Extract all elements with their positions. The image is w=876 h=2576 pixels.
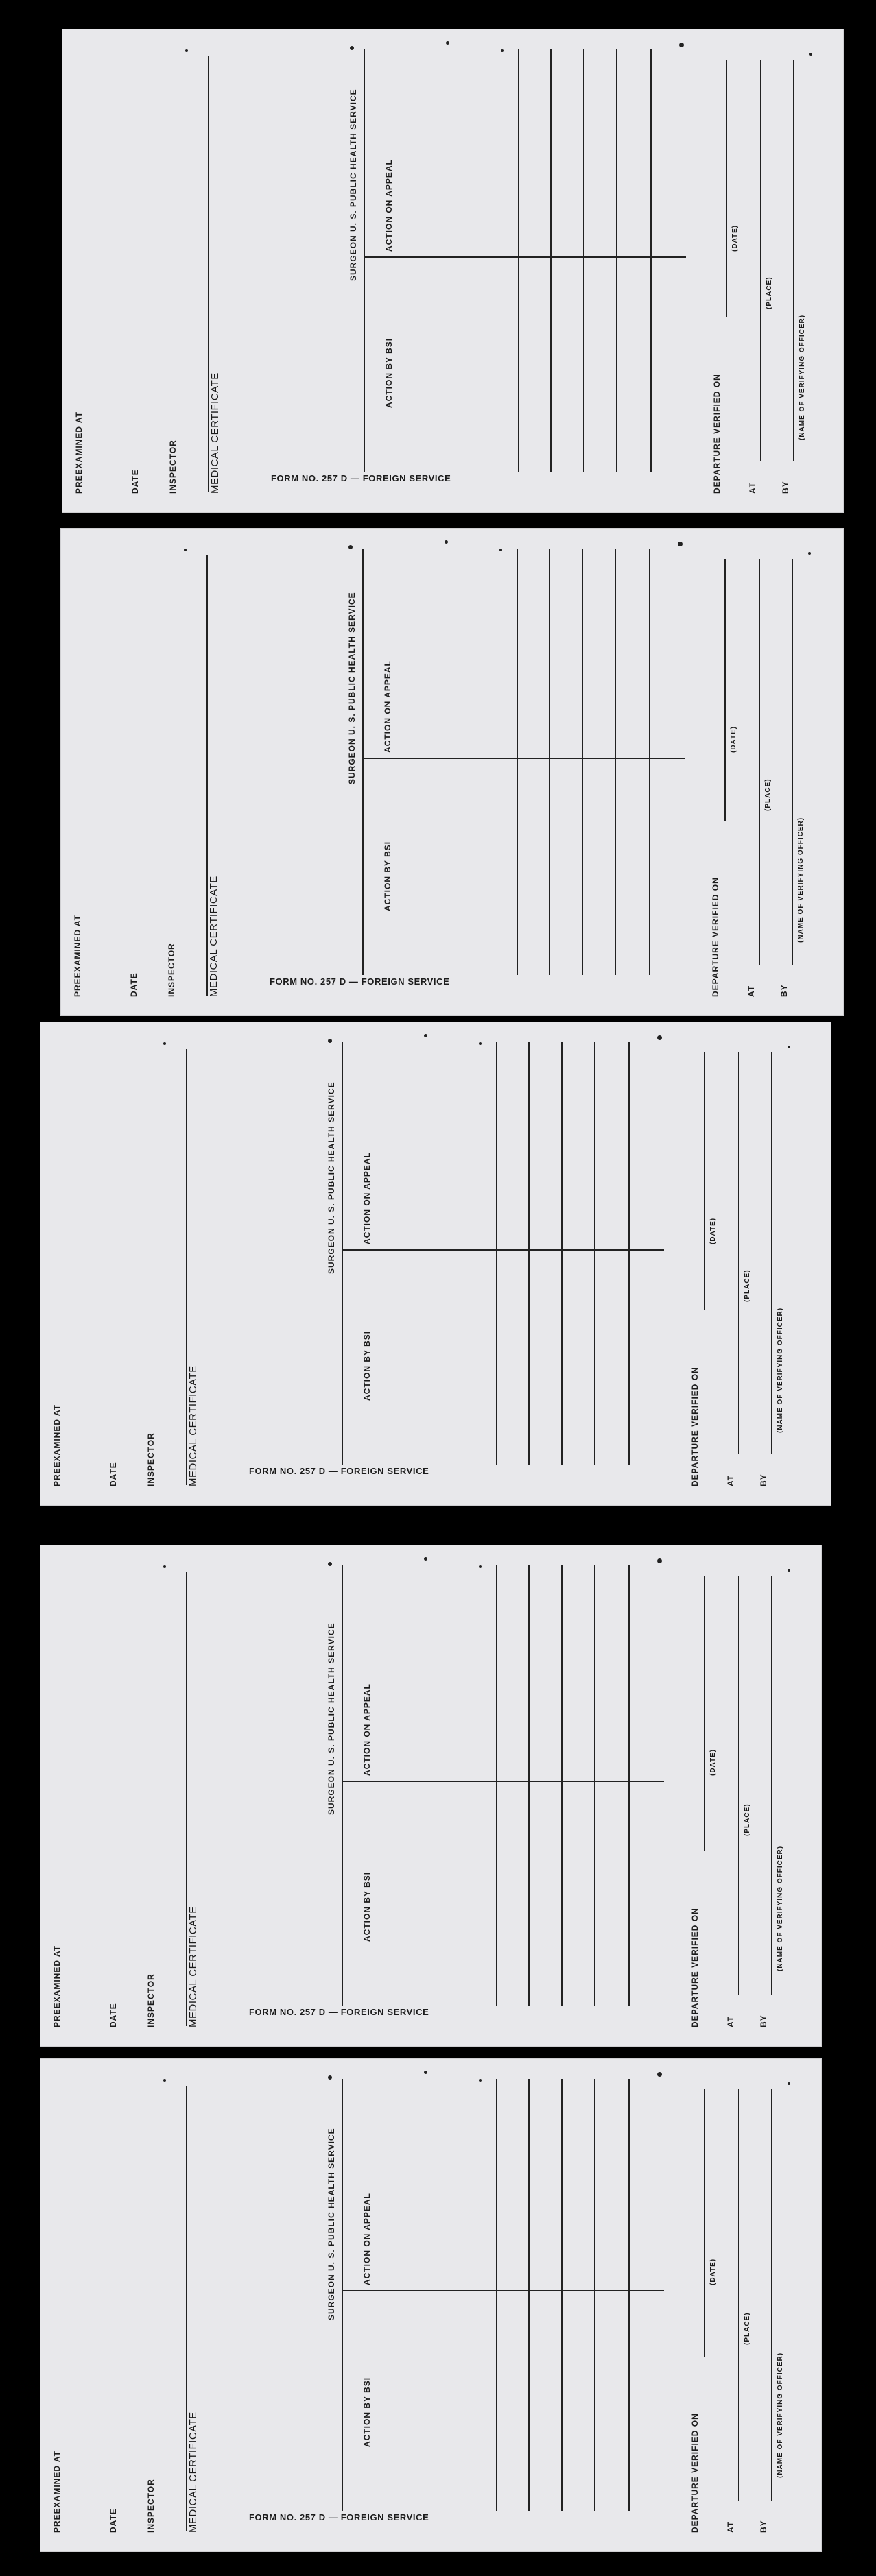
surgeon-rule [342, 1042, 343, 1465]
departure-rule [704, 1576, 705, 1851]
inspector-label: INSPECTOR [167, 943, 176, 997]
action-on-appeal-label: ACTION ON APPEAL [362, 1683, 372, 1776]
ink-speck [479, 1042, 482, 1045]
ink-speck [657, 2072, 662, 2077]
departure-verified-label: DEPARTURE VERIFIED ON [711, 877, 720, 997]
column-rule-5 [628, 1565, 630, 2006]
column-rule-5 [650, 49, 652, 472]
ink-speck [501, 49, 504, 52]
ink-speck [445, 540, 448, 544]
at-rule [738, 1576, 739, 1995]
ink-speck [185, 49, 188, 52]
ink-speck [328, 2075, 332, 2080]
column-rule-5 [628, 2079, 630, 2511]
ink-speck [446, 41, 449, 45]
column-rule-3 [561, 1565, 563, 2006]
column-rule-4 [616, 49, 617, 472]
inspector-label: INSPECTOR [168, 440, 178, 494]
date-caption: (DATE) [730, 725, 737, 753]
place-caption: (PLACE) [744, 1269, 751, 1302]
form-number: FORM NO. 257 D — FOREIGN SERVICE [249, 2007, 429, 2017]
departure-rule [704, 2089, 705, 2357]
medical-certificate-rule [186, 2086, 187, 2531]
column-rule-3 [583, 49, 584, 472]
action-by-bsi-label: ACTION BY BSI [383, 841, 392, 911]
by-label: BY [779, 984, 789, 997]
column-rule-4 [594, 1042, 595, 1465]
medical-certificate-label: MEDICAL CERTIFICATE [208, 876, 220, 997]
action-on-appeal-label: ACTION ON APPEAL [362, 2193, 372, 2285]
ink-speck [657, 1035, 662, 1040]
date-caption: (DATE) [709, 1217, 717, 1244]
form-card [62, 29, 844, 513]
ink-speck [788, 1569, 790, 1572]
ink-speck [808, 552, 811, 555]
action-by-bsi-label: ACTION BY BSI [362, 1330, 372, 1401]
place-caption: (PLACE) [764, 778, 772, 811]
preexamined-at-label: PREEXAMINED AT [74, 411, 84, 494]
column-rule-4 [594, 1565, 595, 2006]
action-on-appeal-label: ACTION ON APPEAL [362, 1152, 372, 1244]
at-rule [738, 1052, 739, 1454]
preexamined-at-label: PREEXAMINED AT [73, 914, 82, 997]
ink-speck [679, 43, 684, 47]
action-by-bsi-label: ACTION BY BSI [362, 2376, 372, 2447]
column-rule-1 [517, 549, 518, 975]
place-caption: (PLACE) [766, 276, 773, 309]
departure-rule [704, 1052, 705, 1310]
column-rule-4 [594, 2079, 595, 2511]
column-rule-5 [649, 549, 650, 975]
date-label: DATE [108, 1462, 118, 1486]
by-label: BY [759, 2014, 768, 2027]
column-rule-2 [528, 1565, 530, 2006]
surgeon-label: SURGEON U. S. PUBLIC HEALTH SERVICE [327, 2128, 336, 2320]
ink-speck [328, 1039, 332, 1043]
form-card [60, 528, 844, 1016]
departure-verified-label: DEPARTURE VERIFIED ON [712, 374, 722, 494]
preexamined-at-label: PREEXAMINED AT [52, 2450, 62, 2533]
surgeon-label: SURGEON U. S. PUBLIC HEALTH SERVICE [327, 1622, 336, 1815]
form-card [40, 2058, 822, 2552]
inspector-label: INSPECTOR [146, 1973, 156, 2027]
column-rule-4 [615, 549, 616, 975]
action-divider [342, 1249, 664, 1251]
form-number: FORM NO. 257 D — FOREIGN SERVICE [271, 473, 451, 483]
ink-speck [788, 1046, 790, 1048]
ink-speck [479, 2079, 482, 2082]
column-rule-5 [628, 1042, 630, 1465]
ink-speck [657, 1558, 662, 1563]
verifying-officer-caption: (NAME OF VERIFYING OFFICER) [798, 314, 806, 440]
action-divider [364, 256, 686, 258]
surgeon-rule [342, 1565, 343, 2006]
date-label: DATE [108, 2508, 118, 2533]
by-rule [771, 2089, 772, 2501]
departure-rule [724, 559, 726, 821]
ink-speck [788, 2082, 790, 2085]
verifying-officer-caption: (NAME OF VERIFYING OFFICER) [777, 1845, 784, 1971]
verifying-officer-caption: (NAME OF VERIFYING OFFICER) [777, 2352, 784, 2478]
medical-certificate-label: MEDICAL CERTIFICATE [187, 1365, 199, 1486]
column-rule-2 [550, 49, 552, 472]
ink-speck [424, 2071, 427, 2074]
column-rule-1 [496, 1042, 497, 1465]
medical-certificate-label: MEDICAL CERTIFICATE [187, 2411, 199, 2533]
action-on-appeal-label: ACTION ON APPEAL [384, 159, 394, 252]
by-rule [792, 559, 793, 965]
column-rule-3 [561, 1042, 563, 1465]
medical-certificate-rule [186, 1049, 187, 1485]
action-divider [342, 1781, 664, 1782]
form-number: FORM NO. 257 D — FOREIGN SERVICE [249, 1466, 429, 1476]
ink-speck [348, 545, 353, 549]
surgeon-label: SURGEON U. S. PUBLIC HEALTH SERVICE [347, 592, 357, 784]
column-rule-1 [496, 2079, 497, 2511]
at-label: AT [746, 985, 756, 997]
date-label: DATE [130, 469, 140, 494]
surgeon-label: SURGEON U. S. PUBLIC HEALTH SERVICE [348, 88, 358, 281]
column-rule-3 [561, 2079, 563, 2511]
column-rule-2 [549, 549, 550, 975]
date-caption: (DATE) [709, 2258, 717, 2285]
at-rule [759, 559, 760, 965]
by-rule [793, 60, 794, 461]
at-label: AT [726, 1474, 735, 1486]
date-label: DATE [108, 2003, 118, 2027]
column-rule-1 [518, 49, 519, 472]
by-rule [771, 1052, 772, 1454]
action-divider [342, 2290, 664, 2291]
medical-certificate-label: MEDICAL CERTIFICATE [187, 1906, 199, 2027]
preexamined-at-label: PREEXAMINED AT [52, 1945, 62, 2027]
medical-certificate-rule [208, 56, 209, 492]
ink-speck [424, 1034, 427, 1037]
date-caption: (DATE) [709, 1748, 717, 1776]
action-divider [362, 758, 685, 759]
form-number: FORM NO. 257 D — FOREIGN SERVICE [270, 976, 450, 987]
action-by-bsi-label: ACTION BY BSI [384, 337, 394, 408]
form-card [40, 1022, 831, 1506]
surgeon-rule [362, 549, 364, 975]
column-rule-2 [528, 2079, 530, 2511]
departure-verified-label: DEPARTURE VERIFIED ON [690, 2413, 700, 2533]
column-rule-2 [528, 1042, 530, 1465]
ink-speck [163, 2079, 166, 2082]
ink-speck [479, 1565, 482, 1568]
action-on-appeal-label: ACTION ON APPEAL [383, 660, 392, 753]
surgeon-rule [364, 49, 365, 472]
at-label: AT [726, 2015, 735, 2027]
medical-certificate-rule [206, 555, 208, 996]
medical-certificate-rule [186, 1572, 187, 2026]
ink-speck [424, 1557, 427, 1561]
column-rule-1 [496, 1565, 497, 2006]
ink-speck [163, 1042, 166, 1045]
action-by-bsi-label: ACTION BY BSI [362, 1871, 372, 1942]
at-label: AT [748, 481, 757, 494]
verifying-officer-caption: (NAME OF VERIFYING OFFICER) [777, 1307, 784, 1433]
at-rule [738, 2089, 739, 2501]
at-rule [760, 60, 761, 461]
ink-speck [350, 46, 354, 50]
ink-speck [163, 1565, 166, 1568]
by-label: BY [781, 481, 790, 494]
departure-rule [726, 60, 727, 317]
at-label: AT [726, 2520, 735, 2533]
by-label: BY [759, 1473, 768, 1486]
by-label: BY [759, 2520, 768, 2533]
surgeon-label: SURGEON U. S. PUBLIC HEALTH SERVICE [327, 1081, 336, 1274]
ink-speck [499, 549, 502, 551]
place-caption: (PLACE) [744, 2312, 751, 2345]
preexamined-at-label: PREEXAMINED AT [52, 1404, 62, 1486]
inspector-label: INSPECTOR [146, 1432, 156, 1486]
verifying-officer-caption: (NAME OF VERIFYING OFFICER) [797, 817, 805, 943]
medical-certificate-label: MEDICAL CERTIFICATE [209, 372, 221, 494]
date-label: DATE [129, 972, 139, 997]
column-rule-3 [582, 549, 583, 975]
place-caption: (PLACE) [744, 1803, 751, 1836]
ink-speck [678, 542, 683, 546]
ink-speck [184, 549, 187, 551]
inspector-label: INSPECTOR [146, 2479, 156, 2533]
form-number: FORM NO. 257 D — FOREIGN SERVICE [249, 2512, 429, 2523]
ink-speck [328, 1562, 332, 1566]
surgeon-rule [342, 2079, 343, 2511]
departure-verified-label: DEPARTURE VERIFIED ON [690, 1907, 700, 2027]
departure-verified-label: DEPARTURE VERIFIED ON [690, 1367, 700, 1486]
ink-speck [809, 53, 812, 56]
form-card [40, 1545, 822, 2047]
by-rule [771, 1576, 772, 1995]
date-caption: (DATE) [731, 224, 739, 252]
